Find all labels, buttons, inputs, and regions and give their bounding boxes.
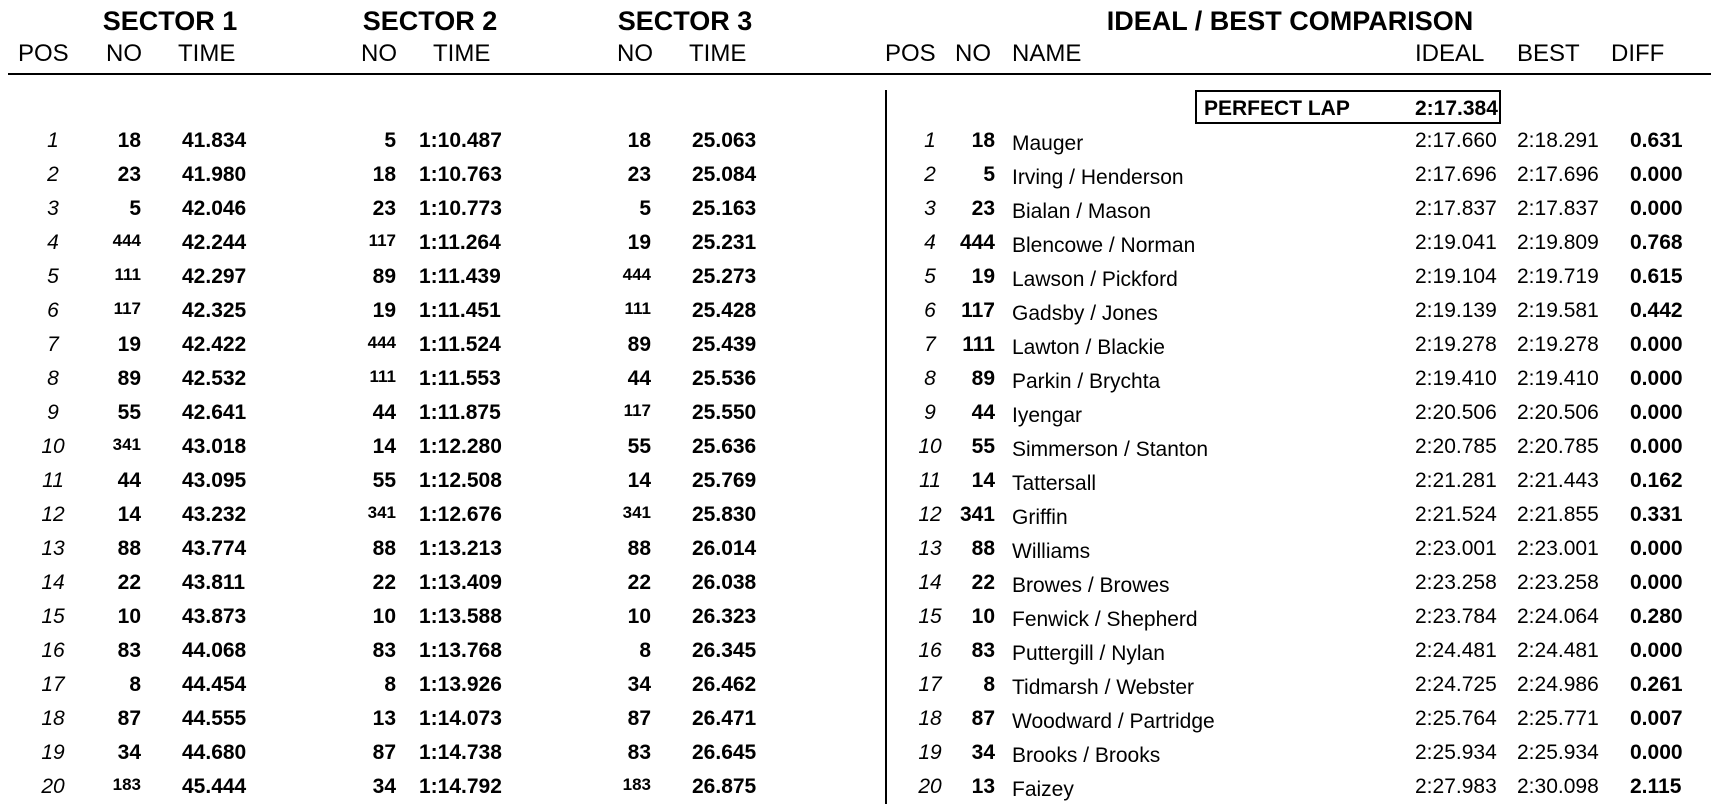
driver-name: Williams — [1012, 540, 1091, 563]
diff-value: 0.000 — [1630, 571, 1683, 594]
sector3-no: 111 — [624, 299, 651, 318]
sector-pos: 13 — [41, 537, 65, 560]
comparison-no: 89 — [971, 367, 995, 390]
sector3-no: 34 — [627, 673, 651, 696]
comparison-no: 22 — [971, 571, 995, 594]
comparison-header: IDEAL / BEST COMPARISON — [1106, 6, 1474, 36]
sector1-no: 87 — [117, 707, 141, 730]
driver-name: Blencowe / Norman — [1012, 234, 1196, 257]
ideal-time: 2:19.104 — [1415, 265, 1497, 288]
best-time: 2:20.785 — [1517, 435, 1599, 458]
sector-pos: 20 — [41, 775, 65, 798]
sector-pos: 5 — [47, 265, 59, 288]
sector3-time: 26.471 — [692, 707, 757, 730]
comparison-no: 117 — [961, 299, 995, 322]
comparison-no: 83 — [971, 639, 995, 662]
sector1-no: 183 — [112, 775, 141, 794]
sector1-no: 10 — [117, 605, 141, 628]
sector1-time: 43.811 — [182, 571, 246, 594]
sector2-time: 1:11.451 — [419, 299, 501, 322]
col-time-s1: TIME — [178, 40, 236, 67]
sector-pos: 19 — [41, 741, 65, 764]
sector3-no: 18 — [627, 129, 651, 152]
comparison-pos: 8 — [924, 367, 936, 390]
sector1-no: 83 — [117, 639, 141, 662]
sector1-time: 42.532 — [182, 367, 247, 390]
sector3-time: 26.462 — [692, 673, 757, 696]
sector3-time: 25.830 — [692, 503, 757, 526]
best-time: 2:17.837 — [1517, 197, 1599, 220]
sector3-time: 25.439 — [692, 333, 757, 356]
driver-name: Faizey — [1012, 778, 1074, 801]
diff-value: 0.631 — [1630, 129, 1683, 152]
comparison-pos: 19 — [918, 741, 942, 764]
sector3-time: 26.038 — [692, 571, 757, 594]
sector1-no: 117 — [113, 299, 141, 318]
sector2-time: 1:11.439 — [419, 265, 501, 288]
comparison-no: 14 — [971, 469, 995, 492]
sector3-no: 19 — [627, 231, 651, 254]
sector2-no: 89 — [372, 265, 396, 288]
best-time: 2:17.696 — [1517, 163, 1599, 186]
comparison-pos: 20 — [918, 775, 942, 798]
col-name: NAME — [1012, 40, 1082, 67]
sector2-no: 22 — [372, 571, 396, 594]
sector3-time: 26.014 — [692, 537, 757, 560]
best-time: 2:21.855 — [1517, 503, 1599, 526]
ideal-time: 2:17.696 — [1415, 163, 1497, 186]
driver-name: Bialan / Mason — [1012, 200, 1151, 223]
diff-value: 0.007 — [1630, 707, 1683, 730]
sector3-no: 14 — [627, 469, 651, 492]
ideal-time: 2:24.725 — [1415, 673, 1497, 696]
diff-value: 0.000 — [1630, 333, 1683, 356]
diff-value: 0.000 — [1630, 435, 1683, 458]
sector3-time: 26.345 — [692, 639, 757, 662]
best-time: 2:24.986 — [1517, 673, 1599, 696]
comparison-no: 18 — [971, 129, 995, 152]
sector2-no: 10 — [372, 605, 396, 628]
comparison-pos: 7 — [924, 333, 936, 356]
sector3-time: 25.769 — [692, 469, 757, 492]
sector2-time: 1:11.875 — [419, 401, 501, 424]
sector2-no: 19 — [372, 299, 396, 322]
comparison-no: 5 — [983, 163, 995, 186]
driver-name: Lawton / Blackie — [1012, 336, 1165, 359]
sector2-no: 111 — [369, 367, 396, 386]
sector3-time: 25.163 — [692, 197, 757, 220]
sector3-time: 25.428 — [692, 299, 757, 322]
comparison-pos: 4 — [924, 231, 936, 254]
col-pos-comparison: POS — [885, 40, 936, 67]
comparison-no: 111 — [962, 333, 995, 356]
sector3-time: 25.273 — [692, 265, 757, 288]
best-time: 2:18.291 — [1517, 129, 1599, 152]
sector1-no: 18 — [117, 129, 141, 152]
ideal-time: 2:25.934 — [1415, 741, 1497, 764]
sector1-time: 44.068 — [182, 639, 247, 662]
diff-value: 0.280 — [1630, 605, 1683, 628]
diff-value: 0.000 — [1630, 537, 1683, 560]
sector3-no: 44 — [627, 367, 651, 390]
col-no-comparison: NO — [955, 40, 991, 67]
comparison-no: 444 — [959, 231, 995, 254]
comparison-no: 88 — [971, 537, 995, 560]
sector2-no: 88 — [372, 537, 396, 560]
sector1-no: 111 — [114, 265, 141, 284]
sector1-time: 41.980 — [182, 163, 247, 186]
sector2-time: 1:13.588 — [419, 605, 502, 628]
comparison-no: 55 — [971, 435, 995, 458]
diff-value: 0.442 — [1630, 299, 1683, 322]
sector3-no: 83 — [627, 741, 651, 764]
sector2-time: 1:12.676 — [419, 503, 502, 526]
diff-value: 0.000 — [1630, 367, 1683, 390]
sector2-time: 1:11.264 — [419, 231, 501, 254]
sector3-time: 25.231 — [692, 231, 757, 254]
sector2-no: 5 — [384, 129, 396, 152]
sector1-no: 5 — [129, 197, 141, 220]
sector1-no: 22 — [117, 571, 141, 594]
ideal-time: 2:17.660 — [1415, 129, 1497, 152]
col-pos-sector: POS — [18, 40, 69, 67]
comparison-pos: 13 — [918, 537, 942, 560]
sector2-no: 8 — [384, 673, 396, 696]
sector2-time: 1:14.738 — [419, 741, 502, 764]
driver-name: Simmerson / Stanton — [1012, 438, 1209, 461]
sector1-no: 89 — [117, 367, 141, 390]
sector3-no: 89 — [627, 333, 651, 356]
ideal-time: 2:19.278 — [1415, 333, 1497, 356]
sector1-time: 43.095 — [182, 469, 247, 492]
sector1-no: 341 — [112, 435, 141, 454]
comparison-no: 341 — [959, 503, 995, 526]
sector1-time: 43.873 — [182, 605, 247, 628]
sector-pos: 2 — [47, 163, 59, 186]
sector3-no: 444 — [622, 265, 651, 284]
diff-value: 0.261 — [1630, 673, 1683, 696]
ideal-time: 2:17.837 — [1415, 197, 1497, 220]
sector-pos: 6 — [47, 299, 59, 322]
driver-name: Woodward / Partridge — [1012, 710, 1215, 733]
sector1-time: 44.680 — [182, 741, 247, 764]
sector2-time: 1:13.768 — [419, 639, 502, 662]
comparison-pos: 6 — [924, 299, 936, 322]
sector3-no: 22 — [627, 571, 651, 594]
sector3-time: 25.636 — [692, 435, 757, 458]
sector1-time: 42.046 — [182, 197, 247, 220]
sector3-time: 26.323 — [692, 605, 757, 628]
comparison-pos: 14 — [918, 571, 942, 594]
driver-name: Irving / Henderson — [1012, 166, 1184, 189]
sector1-no: 55 — [117, 401, 141, 424]
sector3-no: 183 — [622, 775, 651, 794]
ideal-time: 2:27.983 — [1415, 775, 1497, 798]
diff-value: 0.000 — [1630, 741, 1683, 764]
sector1-time: 44.555 — [182, 707, 247, 730]
comparison-no: 23 — [971, 197, 995, 220]
best-time: 2:30.098 — [1517, 775, 1599, 798]
col-ideal: IDEAL — [1415, 40, 1485, 67]
col-time-s3: TIME — [689, 40, 747, 67]
sector2-no: 117 — [368, 231, 396, 250]
sector1-time: 42.641 — [182, 401, 247, 424]
sector3-time: 25.536 — [692, 367, 757, 390]
sector2-no: 18 — [372, 163, 396, 186]
comparison-pos: 9 — [924, 401, 936, 424]
comparison-pos: 12 — [918, 503, 942, 526]
sector2-header: SECTOR 2 — [362, 6, 498, 36]
sector3-no: 55 — [627, 435, 651, 458]
sector3-time: 26.645 — [692, 741, 757, 764]
best-time: 2:19.719 — [1517, 265, 1599, 288]
col-time-s2: TIME — [433, 40, 491, 67]
col-best: BEST — [1517, 40, 1580, 67]
sector1-no: 44 — [117, 469, 141, 492]
sector1-no: 19 — [117, 333, 141, 356]
best-time: 2:20.506 — [1517, 401, 1599, 424]
sector1-no: 14 — [117, 503, 141, 526]
best-time: 2:23.258 — [1517, 571, 1599, 594]
best-time: 2:21.443 — [1517, 469, 1599, 492]
sector-pos: 11 — [42, 469, 64, 492]
sector2-time: 1:13.213 — [419, 537, 502, 560]
sector3-no: 5 — [639, 197, 651, 220]
best-time: 2:25.934 — [1517, 741, 1599, 764]
sector-pos: 9 — [47, 401, 59, 424]
sector1-time: 42.244 — [182, 231, 247, 254]
diff-value: 0.000 — [1630, 401, 1683, 424]
diff-value: 2.115 — [1630, 775, 1682, 798]
sector2-time: 1:12.280 — [419, 435, 502, 458]
driver-name: Tidmarsh / Webster — [1012, 676, 1195, 699]
sector2-time: 1:13.409 — [419, 571, 502, 594]
sector3-time: 26.875 — [692, 775, 757, 798]
sector2-no: 44 — [372, 401, 396, 424]
perfect-lap-value: 2:17.384 — [1415, 97, 1498, 120]
comparison-pos: 3 — [924, 197, 936, 220]
sector2-time: 1:11.553 — [419, 367, 501, 390]
driver-name: Griffin — [1012, 506, 1068, 529]
comparison-no: 87 — [971, 707, 995, 730]
sector-pos: 7 — [47, 333, 59, 356]
sector2-time: 1:13.926 — [419, 673, 502, 696]
sector1-time: 41.834 — [182, 129, 247, 152]
sector1-time: 43.018 — [182, 435, 247, 458]
ideal-time: 2:19.139 — [1415, 299, 1497, 322]
sector-pos: 17 — [41, 673, 65, 696]
comparison-pos: 1 — [924, 129, 936, 152]
sector-pos: 15 — [41, 605, 65, 628]
sector3-time: 25.084 — [692, 163, 757, 186]
driver-name: Fenwick / Shepherd — [1012, 608, 1198, 631]
best-time: 2:19.581 — [1517, 299, 1599, 322]
best-time: 2:24.481 — [1517, 639, 1599, 662]
driver-name: Browes / Browes — [1012, 574, 1170, 597]
sector3-time: 25.550 — [692, 401, 757, 424]
sector2-no: 34 — [372, 775, 396, 798]
comparison-no: 44 — [971, 401, 995, 424]
sector1-no: 444 — [112, 231, 141, 250]
diff-value: 0.331 — [1630, 503, 1683, 526]
comparison-pos: 10 — [918, 435, 942, 458]
comparison-no: 8 — [983, 673, 995, 696]
best-time: 2:19.278 — [1517, 333, 1599, 356]
sector2-no: 13 — [372, 707, 396, 730]
sector2-no: 87 — [372, 741, 396, 764]
sector1-time: 44.454 — [182, 673, 247, 696]
diff-value: 0.615 — [1630, 265, 1683, 288]
sector2-no: 55 — [372, 469, 396, 492]
sector2-time: 1:11.524 — [419, 333, 501, 356]
best-time: 2:23.001 — [1517, 537, 1599, 560]
sector3-no: 23 — [627, 163, 651, 186]
driver-name: Mauger — [1012, 132, 1084, 155]
sector1-header: SECTOR 1 — [102, 6, 238, 36]
sector2-time: 1:12.508 — [419, 469, 502, 492]
sector1-time: 43.232 — [182, 503, 247, 526]
comparison-pos: 5 — [924, 265, 936, 288]
sector2-no: 444 — [367, 333, 396, 352]
col-no-s1: NO — [106, 40, 142, 67]
ideal-time: 2:24.481 — [1415, 639, 1497, 662]
driver-name: Parkin / Brychta — [1012, 370, 1161, 393]
sector1-time: 42.297 — [182, 265, 247, 288]
sector3-no: 87 — [627, 707, 651, 730]
sector2-no: 83 — [372, 639, 396, 662]
sector2-time: 1:10.487 — [419, 129, 502, 152]
diff-value: 0.000 — [1630, 197, 1683, 220]
ideal-time: 2:25.764 — [1415, 707, 1497, 730]
sector2-no: 14 — [372, 435, 396, 458]
comparison-pos: 2 — [924, 163, 936, 186]
section-divider — [885, 90, 887, 804]
comparison-no: 13 — [971, 775, 995, 798]
ideal-time: 2:23.001 — [1415, 537, 1497, 560]
sector2-no: 23 — [372, 197, 396, 220]
sector2-time: 1:10.763 — [419, 163, 502, 186]
ideal-time: 2:19.041 — [1415, 231, 1497, 254]
sector3-time: 25.063 — [692, 129, 757, 152]
best-time: 2:19.410 — [1517, 367, 1599, 390]
best-time: 2:25.771 — [1517, 707, 1599, 730]
comparison-pos: 17 — [918, 673, 942, 696]
sector-pos: 14 — [41, 571, 65, 594]
sector-pos: 8 — [47, 367, 59, 390]
sector2-no: 341 — [367, 503, 396, 522]
diff-value: 0.768 — [1630, 231, 1683, 254]
comparison-no: 10 — [971, 605, 995, 628]
best-time: 2:19.809 — [1517, 231, 1599, 254]
col-no-s3: NO — [617, 40, 653, 67]
header-divider — [8, 73, 1711, 75]
comparison-no: 34 — [971, 741, 995, 764]
sector1-no: 88 — [117, 537, 141, 560]
ideal-time: 2:19.410 — [1415, 367, 1497, 390]
sector1-no: 8 — [129, 673, 141, 696]
comparison-pos: 18 — [918, 707, 942, 730]
sector-pos: 4 — [47, 231, 59, 254]
sector1-no: 34 — [117, 741, 141, 764]
perfect-lap-label: PERFECT LAP — [1204, 97, 1350, 120]
driver-name: Gadsby / Jones — [1012, 302, 1158, 325]
sector-pos: 3 — [47, 197, 59, 220]
sector2-time: 1:10.773 — [419, 197, 502, 220]
diff-value: 0.000 — [1630, 639, 1683, 662]
sector3-no: 117 — [623, 401, 651, 420]
sector1-time: 43.774 — [182, 537, 247, 560]
sector2-time: 1:14.792 — [419, 775, 502, 798]
sector2-time: 1:14.073 — [419, 707, 502, 730]
sector3-no: 88 — [627, 537, 651, 560]
sector1-time: 42.422 — [182, 333, 247, 356]
diff-value: 0.162 — [1630, 469, 1683, 492]
comparison-pos: 16 — [918, 639, 942, 662]
ideal-time: 2:20.785 — [1415, 435, 1497, 458]
sector-pos: 12 — [41, 503, 65, 526]
ideal-time: 2:23.784 — [1415, 605, 1497, 628]
sector-pos: 1 — [47, 129, 59, 152]
sector-pos: 10 — [41, 435, 65, 458]
ideal-time: 2:20.506 — [1415, 401, 1497, 424]
perfect-lap-box — [1195, 90, 1501, 124]
comparison-no: 19 — [971, 265, 995, 288]
best-time: 2:24.064 — [1517, 605, 1599, 628]
comparison-pos: 15 — [918, 605, 942, 628]
driver-name: Tattersall — [1012, 472, 1097, 495]
sector3-no: 341 — [622, 503, 651, 522]
col-diff: DIFF — [1611, 40, 1665, 67]
sector3-no: 10 — [627, 605, 651, 628]
sector1-no: 23 — [117, 163, 141, 186]
diff-value: 0.000 — [1630, 163, 1683, 186]
driver-name: Lawson / Pickford — [1012, 268, 1178, 291]
driver-name: Brooks / Brooks — [1012, 744, 1161, 767]
driver-name: Iyengar — [1012, 404, 1083, 427]
comparison-pos: 11 — [919, 469, 941, 492]
sector-pos: 16 — [41, 639, 65, 662]
sector3-header: SECTOR 3 — [617, 6, 753, 36]
sector1-time: 42.325 — [182, 299, 247, 322]
sector1-time: 45.444 — [182, 775, 247, 798]
ideal-time: 2:21.524 — [1415, 503, 1497, 526]
col-no-s2: NO — [361, 40, 397, 67]
sector-pos: 18 — [41, 707, 65, 730]
ideal-time: 2:23.258 — [1415, 571, 1497, 594]
driver-name: Puttergill / Nylan — [1012, 642, 1165, 665]
sector3-no: 8 — [639, 639, 651, 662]
ideal-time: 2:21.281 — [1415, 469, 1497, 492]
